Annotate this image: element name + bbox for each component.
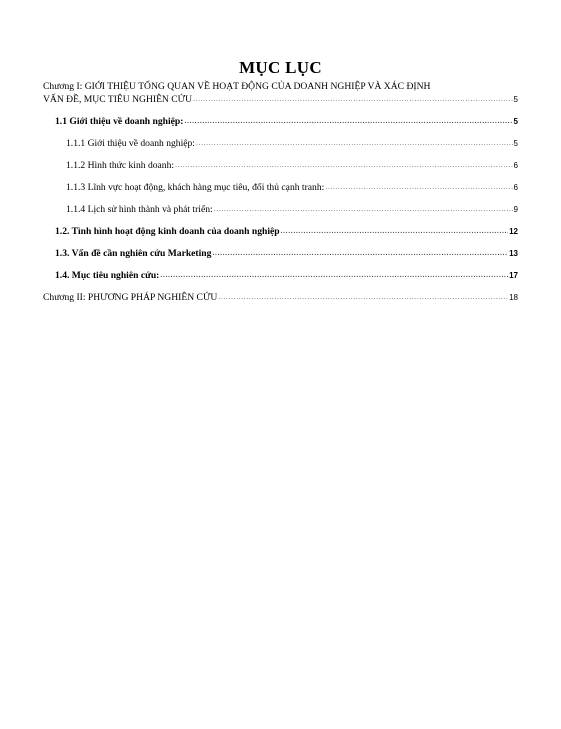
- toc-entry-1-1-2[interactable]: [43, 159, 518, 172]
- toc-entry-1-1-3[interactable]: [43, 181, 518, 194]
- toc-leader-dots: [160, 269, 508, 282]
- toc-entry-text-continued: VẤN ĐỀ, MỤC TIÊU NGHIÊN CỨU: [43, 94, 193, 105]
- toc-page-number: 9: [513, 205, 518, 214]
- toc-entry-text: 1.2. Tình hình hoạt động kinh doanh của doanh nghiệp: [55, 226, 280, 237]
- toc-entry-text: 1.1.2 Hình thức kinh doanh:: [66, 160, 175, 171]
- toc-entry-text: 1.1.3 Lĩnh vực hoạt động, khách hàng mục tiêu, đối thủ cạnh tranh:: [66, 182, 325, 193]
- toc-entry-text: 1.1.1 Giới thiệu về doanh nghiệp:: [66, 138, 195, 149]
- toc-page-number: 17: [509, 271, 518, 280]
- toc-entry-text: 1.3. Vấn đề cần nghiên cứu Marketing: [55, 248, 212, 259]
- toc-title: MỤC LỤC: [239, 58, 322, 77]
- toc-leader-dots: [175, 159, 512, 172]
- toc-entry-1-2[interactable]: [43, 225, 518, 238]
- table-of-contents: [43, 80, 518, 304]
- toc-entry-text: 1.4. Mục tiêu nghiên cứu:: [55, 270, 160, 281]
- toc-entry-1-1-1[interactable]: [43, 137, 518, 150]
- toc-leader-dots: [212, 247, 508, 260]
- toc-leader-dots: [214, 203, 513, 216]
- toc-entry-chapter-1[interactable]: [43, 80, 518, 106]
- toc-page-number: 5: [513, 95, 518, 104]
- toc-leader-dots: [281, 225, 509, 238]
- toc-entry-1-1[interactable]: [43, 115, 518, 128]
- toc-entry-text: 1.1.4 Lịch sử hình thành và phát triển:: [66, 204, 213, 215]
- toc-entry-1-4[interactable]: [43, 269, 518, 282]
- toc-leader-dots: [193, 93, 513, 106]
- toc-leader-dots: [196, 137, 513, 150]
- toc-page-number: 5: [513, 139, 518, 148]
- toc-page-number: 12: [509, 227, 518, 236]
- toc-page-number: 6: [513, 183, 518, 192]
- toc-page-number: 6: [513, 161, 518, 170]
- toc-entry-1-3[interactable]: [43, 247, 518, 260]
- toc-page-number: 13: [509, 249, 518, 258]
- toc-leader-dots: [218, 291, 508, 304]
- toc-page-number: 18: [509, 293, 518, 302]
- toc-entry-text: 1.1 Giới thiệu về doanh nghiệp:: [55, 116, 184, 127]
- toc-page-number: 5: [513, 117, 518, 126]
- toc-leader-dots: [184, 115, 512, 128]
- toc-entry-chapter-2[interactable]: [43, 291, 518, 304]
- toc-entry-text: Chương II: PHƯƠNG PHÁP NGHIÊN CỨU: [43, 292, 218, 303]
- toc-entry-1-1-4[interactable]: [43, 203, 518, 216]
- toc-leader-dots: [325, 181, 512, 194]
- toc-entry-text: Chương I: GIỚI THIỆU TỔNG QUAN VỀ HOẠT ĐỘNG CỦA DOANH NGHIỆP VÀ XÁC ĐỊNH: [43, 81, 431, 92]
